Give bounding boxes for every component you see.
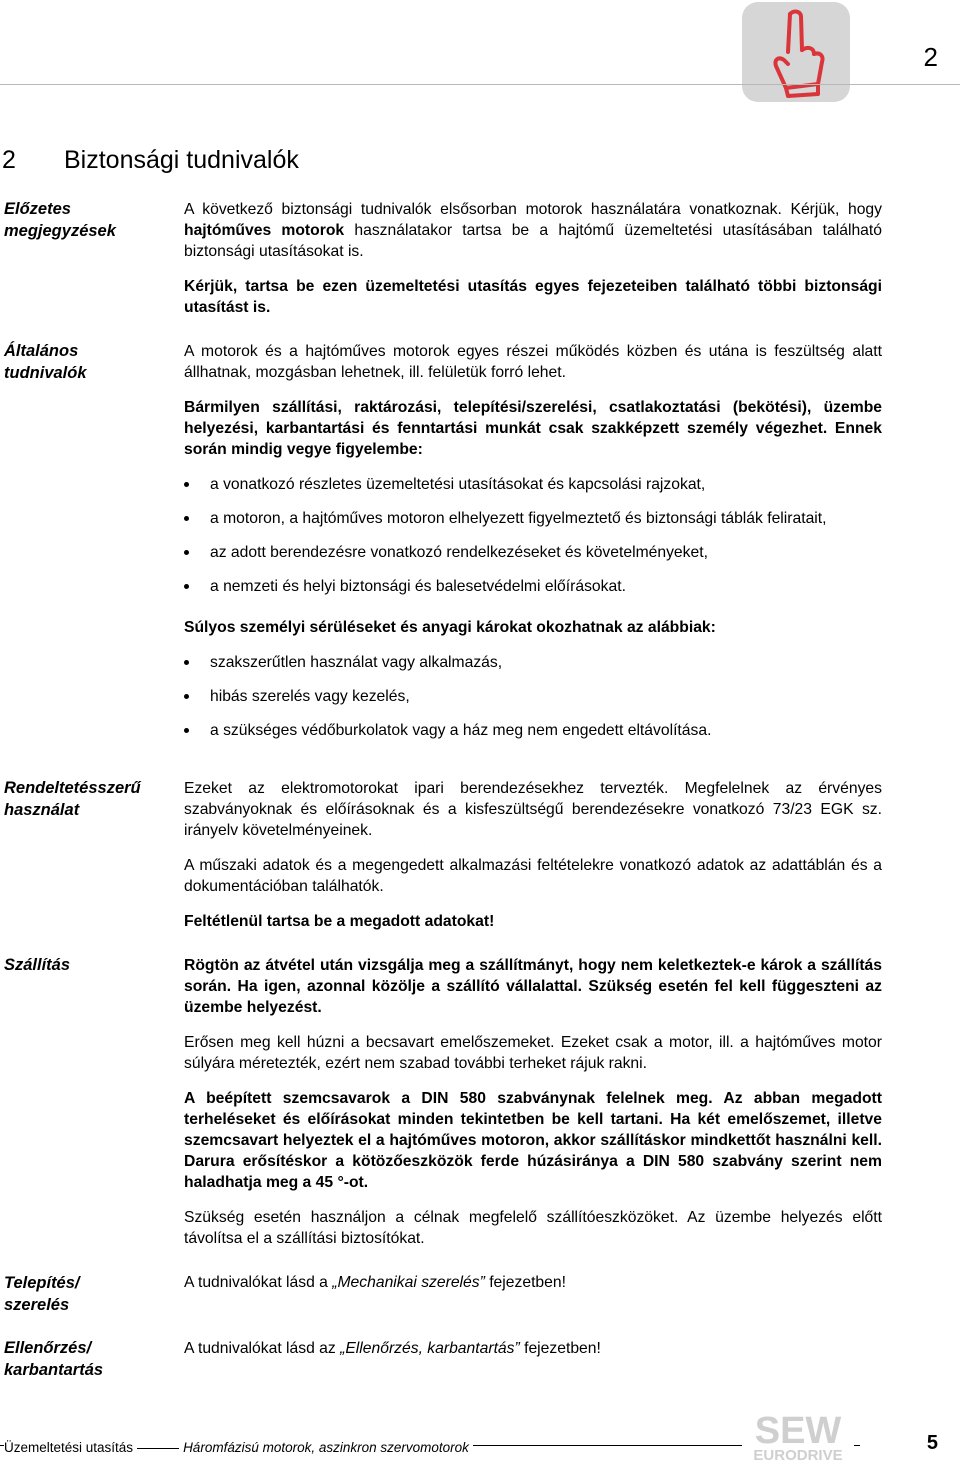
side-heading-ellenorzes: Ellenőrzés/ karbantartás xyxy=(4,1339,104,1379)
side-heading-altalanos: Általános tudnivalók xyxy=(4,342,87,382)
pointing-hand-icon-box xyxy=(742,2,850,102)
paragraph: A tudnivalókat lásd az „Ellenőrzés, karbantartás” fejezetben! xyxy=(184,1340,601,1357)
paragraph: Ezeket az elektromotorokat ipari berendezésekhez tervezték. Megfelelnek az érvényes szabványoknak és előírásoknak és a kisfeszültségű berendezésekre vonatkozó 73/23 EGK sz. irányelv követelményeinek. xyxy=(184,780,882,839)
chapter-number: 2 xyxy=(923,42,938,72)
list-item: az adott berendezésre vonatkozó rendelkezéseket és követelményeket, xyxy=(184,542,882,563)
section-rendeltetes xyxy=(184,778,882,946)
page-number: 5 xyxy=(926,1432,938,1454)
paragraph: Bármilyen szállítási, raktározási, telepítési/szerelési, csatlakoztatási (bekötési), üzembe helyezési, karbantartási és fenntartási munkát csak szakképzett személy végezhet. Ennek során mindig vegye figyelembe: xyxy=(184,399,882,458)
page-title xyxy=(2,146,299,175)
side-heading-elozetes: Előzetes megjegyzések xyxy=(4,200,116,240)
list-item: a vonatkozó részletes üzemeltetési utasításokat és kapcsolási rajzokat, xyxy=(184,474,882,495)
section-elozetes xyxy=(184,199,882,332)
side-heading-rendeltetes: Rendeltetésszerű használat xyxy=(4,779,141,819)
side-heading-szallitas: Szállítás xyxy=(4,956,71,974)
logo-top-text: SEW xyxy=(754,1410,842,1452)
bullet-list xyxy=(184,652,882,741)
bullet-list xyxy=(184,474,882,597)
side-heading-telepites: Telepítés/ szerelés xyxy=(4,1274,80,1314)
list-item: a motoron, a hajtóműves motoron elhelyezett figyelmeztető és biztonsági táblák feliratait, xyxy=(184,508,882,529)
paragraph: A beépített szemcsavarok a DIN 580 szabványnak felelnek meg. Az abban megadott terheléseket és előírásokat minden tekintetben be kell tartani. Ha két emelőszemet, illetve szemcsavart helyeztek el a hajtóműves motoron, akkor szállításkor mindkettőt használni kell. Darura erősítéskor a kötözőeszközök ferde húzásiránya a DIN 580 szabvány szerint nem haladhatja meg a 45 °-ot. xyxy=(184,1090,882,1191)
paragraph: Feltétlenül tartsa be a megadott adatokat! xyxy=(184,913,495,930)
sew-eurodrive-logo xyxy=(742,1410,854,1464)
paragraph: A motorok és a hajtóműves motorok egyes részei működés közben és utána is feszültség alatt állhatnak, mozgásban lehetnek, ill. felületük forró lehet. xyxy=(184,343,882,381)
section-szallitas xyxy=(184,955,882,1263)
paragraph: Rögtön az átvétel után vizsgálja meg a szállítmányt, hogy nem keletkeztek-e károk a szállítás során. Ha igen, azonnal közölje a szállító vállalattal. Szükség esetén fel kell függeszteni az üzembe helyezést. xyxy=(184,957,882,1016)
paragraph: Súlyos személyi sérüléseket és anyagi károkat okozhatnak az alábbiak: xyxy=(184,619,716,636)
logo-bottom-text: EURODRIVE xyxy=(753,1447,843,1464)
list-item: hibás szerelés vagy kezelés, xyxy=(184,686,882,707)
section-ellenorzes xyxy=(184,1338,882,1373)
pointing-hand-icon xyxy=(742,2,850,102)
paragraph: Kérjük, tartsa be ezen üzemeltetési utasítás egyes fejezeteiben található többi biztonsági utasítást is. xyxy=(184,278,882,316)
paragraph: A műszaki adatok és a megengedett alkalmazási feltételekre vonatkozó adatok az adattáblán és a dokumentációban találhatók. xyxy=(184,857,882,895)
section-altalanos xyxy=(184,341,882,754)
list-item: a szükséges védőburkolatok vagy a ház meg nem engedett eltávolítása. xyxy=(184,720,882,741)
paragraph: A tudnivalókat lásd a „Mechanikai szerelés” fejezetben! xyxy=(184,1274,566,1291)
title-number: 2 xyxy=(2,146,16,174)
title-text: Biztonsági tudnivalók xyxy=(64,146,299,174)
paragraph: Szükség esetén használjon a célnak megfelelő szállítóeszközöket. Az üzembe helyezés előtt távolítsa el a szállítási biztosítókat. xyxy=(184,1209,882,1247)
section-telepites xyxy=(184,1272,882,1307)
footer-title: Üzemeltetési utasítás Háromfázisú motorok, aszinkron szervomotorok xyxy=(4,1440,473,1455)
list-item: szakszerűtlen használat vagy alkalmazás, xyxy=(184,652,882,673)
list-item: a nemzeti és helyi biztonsági és balesetvédelmi előírásokat. xyxy=(184,576,882,597)
header-divider xyxy=(0,84,960,85)
paragraph: A következő biztonsági tudnivalók elsősorban motorok használatára vonatkoznak. Kérjük, hogy hajtóműves motorok használatakor tartsa be a hajtómű üzemeltetési utasításában található biztonsági utasításokat is. xyxy=(184,201,882,260)
paragraph: Erősen meg kell húzni a becsavart emelőszemeket. Ezeket csak a motor, ill. a hajtóműves motor súlyára méretezték, ezért nem szabad további terheket rájuk rakni. xyxy=(184,1034,882,1072)
